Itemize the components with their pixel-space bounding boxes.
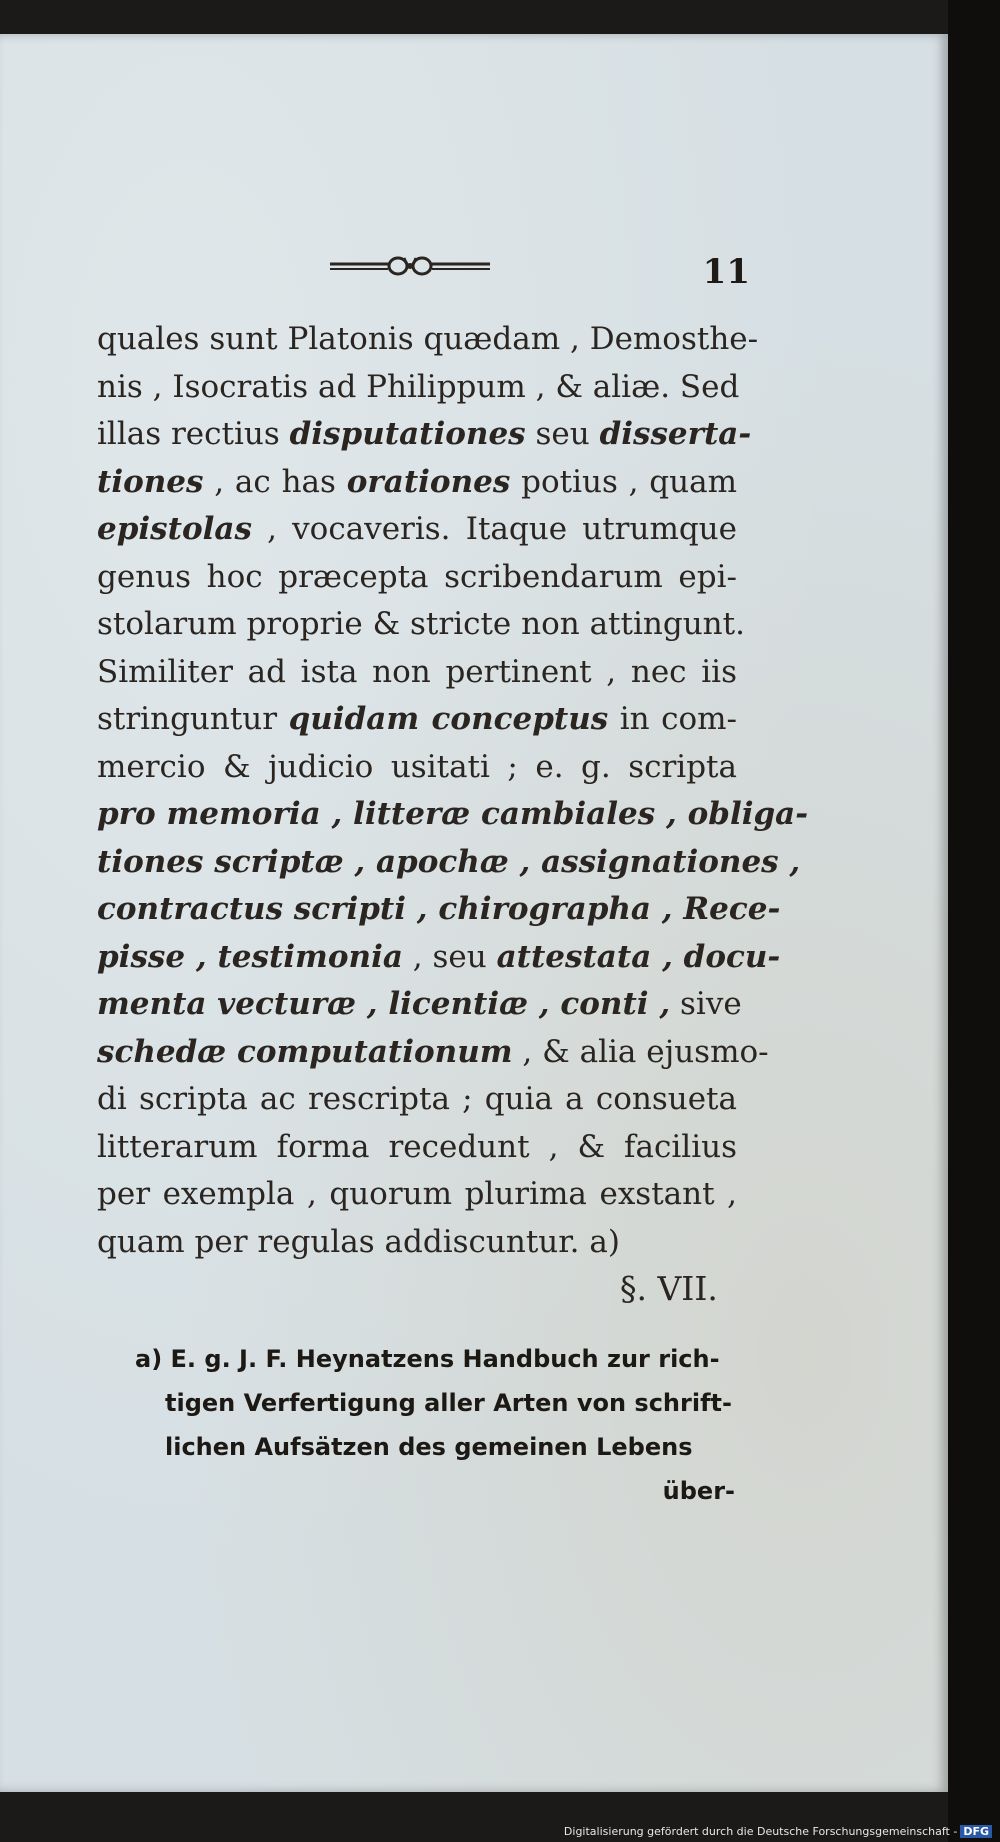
italic-term: attestata , docu- xyxy=(496,938,781,975)
text-line: per exempla , quorum plurima exstant , xyxy=(97,1176,737,1212)
italic-term: tiones xyxy=(97,463,204,500)
scan-border xyxy=(948,0,1000,1842)
italic-term: pro memoria , litteræ cambiales , obliga- xyxy=(97,796,809,832)
text-line: mercio & judicio usitati ; e. g. scripta xyxy=(97,748,737,785)
footnote-line: über- xyxy=(662,1477,735,1505)
text-line: tiones , ac has orationes potius , quam xyxy=(97,463,737,500)
footnote xyxy=(135,1337,735,1513)
footnote-line: lichen Aufsätzen des gemeinen Lebens xyxy=(165,1433,693,1461)
page-header xyxy=(330,252,750,292)
text-line xyxy=(97,886,781,934)
text-line: schedæ computationum , & alia ejusmo- xyxy=(97,1033,769,1070)
italic-term: pisse , testimonia xyxy=(97,938,403,975)
section-heading: §. VII. xyxy=(620,1269,718,1308)
text-line xyxy=(97,839,801,887)
text-line: quam per regulas addiscuntur. a) xyxy=(97,1223,620,1260)
footnote-line: tigen Verfertigung aller Arten von schrift- xyxy=(165,1389,732,1417)
italic-term: disputationes xyxy=(289,416,526,452)
footnote-line: a) E. g. J. F. Heynatzens Handbuch zur rich- xyxy=(135,1345,720,1373)
italic-term: schedæ computationum xyxy=(97,1033,513,1070)
text-line: stolarum proprie & stricte non attingunt. xyxy=(97,606,745,642)
text-line: menta vecturæ , licentiæ , conti , sive xyxy=(97,986,742,1022)
text-line: pisse , testimonia , seu attestata , docu- xyxy=(97,938,781,975)
italic-term: menta vecturæ , licentiæ , conti , xyxy=(97,986,671,1022)
italic-term: orationes xyxy=(346,463,511,500)
dfg-logo: DFG xyxy=(960,1825,992,1838)
ornament-divider-icon xyxy=(330,254,490,280)
italic-term: disserta- xyxy=(599,416,752,452)
text-line: stringuntur quidam conceptus in com- xyxy=(97,701,738,737)
text-line: nis , Isocratis ad Philippum , & aliæ. Sed xyxy=(97,368,740,405)
italic-term: quidam conceptus xyxy=(288,701,609,737)
text-line xyxy=(97,791,809,839)
text-line: litterarum forma recedunt , & facilius xyxy=(97,1128,737,1165)
text-line: di scripta ac rescripta ; quia a consueta xyxy=(97,1081,737,1117)
italic-term: contractus scripti , chirographa , Rece- xyxy=(97,891,781,927)
text-line: genus hoc præcepta scribendarum epi- xyxy=(97,558,737,595)
italic-term: epistolas xyxy=(97,511,252,547)
digitization-credit xyxy=(564,1825,992,1838)
credit-text: Digitalisierung gefördert durch die Deutsche Forschungsgemeinschaft - xyxy=(563,1825,958,1838)
italic-term: tiones scriptæ , apochæ , assignationes , xyxy=(97,843,801,880)
text-line: epistolas , vocaveris. Itaque utrumque xyxy=(97,511,737,547)
page-number: 11 xyxy=(702,252,750,292)
text-line: illas rectius disputationes seu disserta- xyxy=(97,416,752,452)
text-line: Similiter ad ista non pertinent , nec iis xyxy=(97,653,737,690)
text-line: quales sunt Platonis quædam , Demosthe- xyxy=(97,321,759,357)
book-page xyxy=(0,34,948,1792)
main-text xyxy=(97,316,809,1266)
